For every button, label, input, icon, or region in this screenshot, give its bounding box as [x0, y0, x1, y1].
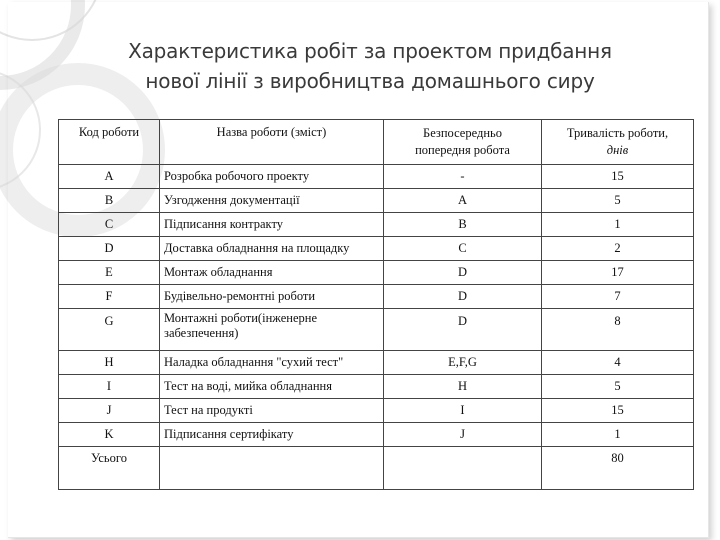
cell-duration: 5 [542, 189, 694, 213]
header-predecessor-line1: Безпосередньо [423, 126, 502, 140]
cell-duration: 2 [542, 237, 694, 261]
table-row [59, 351, 694, 375]
table-row [59, 165, 694, 189]
cell-code: С [59, 213, 160, 237]
works-table [58, 119, 694, 490]
cell-predecessor: D [384, 261, 542, 285]
header-predecessor-line2: попередня робота [415, 143, 510, 157]
cell-duration: 7 [542, 285, 694, 309]
header-duration-line2: днів [606, 143, 629, 157]
cell-duration: 15 [542, 399, 694, 423]
cell-predecessor: С [384, 237, 542, 261]
cell-name: Доставка обладнання на площадку [160, 237, 384, 261]
cell-duration: 1 [542, 423, 694, 447]
cell-duration: 5 [542, 375, 694, 399]
slide-title [90, 36, 650, 96]
cell-name: Розробка робочого проекту [160, 165, 384, 189]
table-header-row [59, 120, 694, 165]
title-line-1: Характеристика робіт за проектом придбання [128, 39, 612, 63]
cell-code: Н [59, 351, 160, 375]
cell-predecessor: - [384, 165, 542, 189]
cell-duration: 1 [542, 213, 694, 237]
header-duration [542, 120, 694, 165]
cell-code: F [59, 285, 160, 309]
cell-code: J [59, 399, 160, 423]
header-code: Код роботи [59, 120, 160, 165]
cell-predecessor: E,F,G [384, 351, 542, 375]
cell-predecessor: D [384, 309, 542, 351]
table-row [59, 309, 694, 351]
table-row [59, 423, 694, 447]
cell-code: В [59, 189, 160, 213]
cell-name: Наладка обладнання "сухий тест" [160, 351, 384, 375]
cell-duration: 17 [542, 261, 694, 285]
cell-name: Тест на воді, мийка обладнання [160, 375, 384, 399]
cell-name: Підписання сертифікату [160, 423, 384, 447]
cell-name: Підписання контракту [160, 213, 384, 237]
table-row [59, 285, 694, 309]
cell-duration: 15 [542, 165, 694, 189]
title-line-2: нової лінії з виробництва домашнього сиру [145, 69, 595, 93]
table-row [59, 237, 694, 261]
cell-code: Е [59, 261, 160, 285]
total-empty-name [160, 447, 384, 490]
table-total-row [59, 447, 694, 490]
cell-name: Тест на продукті [160, 399, 384, 423]
header-predecessor [384, 120, 542, 165]
table-row [59, 261, 694, 285]
cell-code: А [59, 165, 160, 189]
total-label: Усього [59, 447, 160, 490]
cell-code: І [59, 375, 160, 399]
cell-predecessor: І [384, 399, 542, 423]
cell-predecessor: J [384, 423, 542, 447]
table-row [59, 189, 694, 213]
table-row [59, 375, 694, 399]
header-name: Назва роботи (зміст) [160, 120, 384, 165]
cell-code: G [59, 309, 160, 351]
header-duration-line1: Тривалість роботи, [566, 126, 669, 140]
cell-duration: 4 [542, 351, 694, 375]
cell-code: D [59, 237, 160, 261]
cell-predecessor: В [384, 213, 542, 237]
total-value: 80 [542, 447, 694, 490]
cell-predecessor: А [384, 189, 542, 213]
cell-predecessor: Н [384, 375, 542, 399]
cell-duration: 8 [542, 309, 694, 351]
cell-name: Будівельно-ремонтні роботи [160, 285, 384, 309]
cell-name: Узгодження документації [160, 189, 384, 213]
table-row [59, 213, 694, 237]
cell-name: Монтажні роботи(інженерне забезпечення) [160, 309, 384, 351]
table-row [59, 399, 694, 423]
cell-name: Монтаж обладнання [160, 261, 384, 285]
cell-code: K [59, 423, 160, 447]
cell-predecessor: D [384, 285, 542, 309]
total-empty-predecessor [384, 447, 542, 490]
